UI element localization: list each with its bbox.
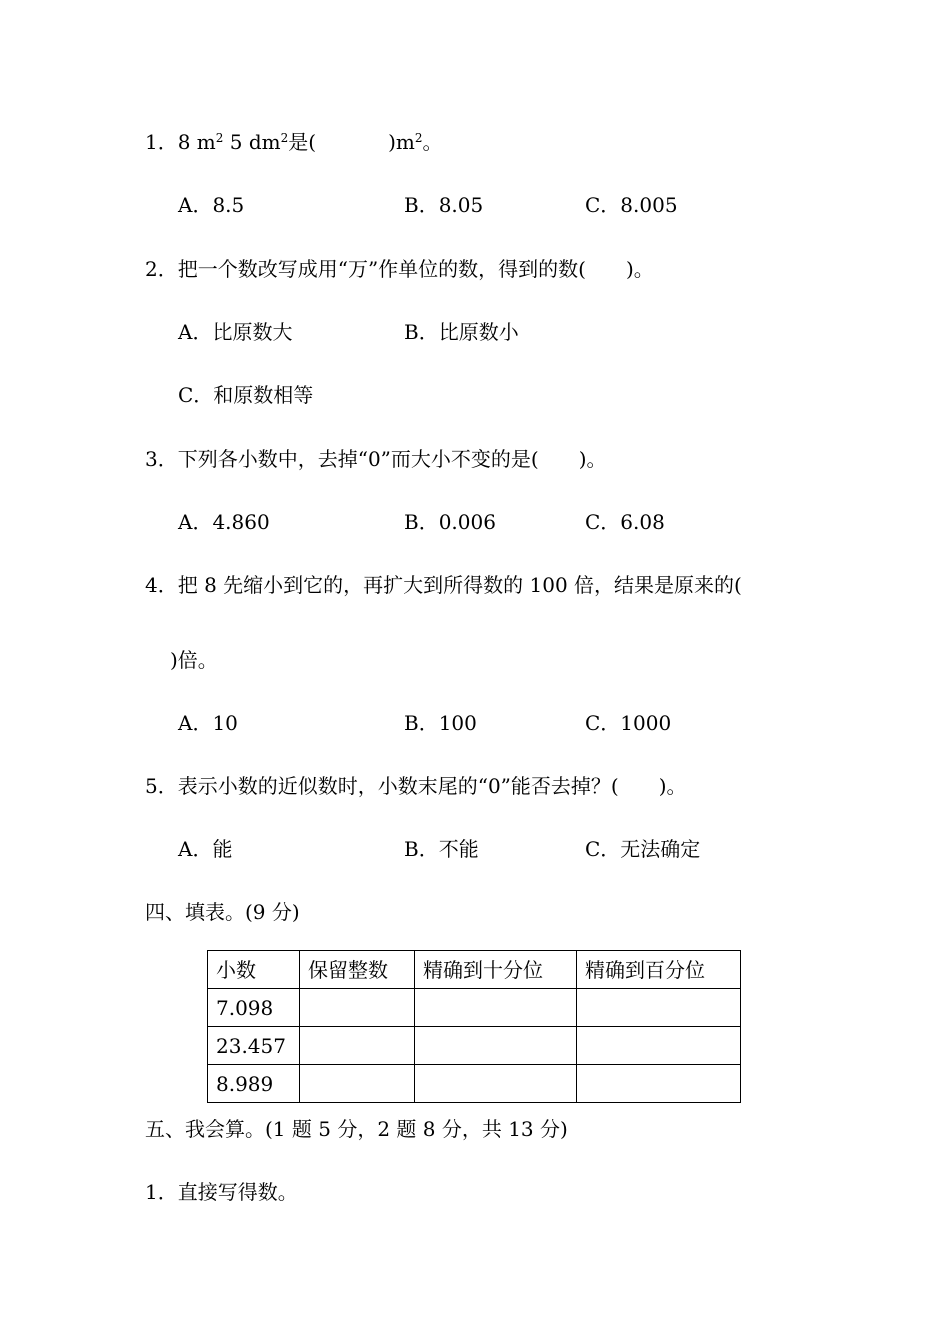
q1-sup-3: 2: [414, 131, 423, 145]
q1-text-b: 5 dm: [223, 130, 281, 154]
q5-option-c[interactable]: C．无法确定: [585, 837, 701, 861]
q2-option-c[interactable]: C．和原数相等: [178, 383, 314, 407]
q2-option-a[interactable]: A．比原数大: [178, 320, 293, 344]
q3-option-a[interactable]: A．4.860: [178, 510, 270, 534]
question-1-stem: [145, 130, 443, 154]
table-cell-answer[interactable]: [415, 989, 577, 1027]
q1-text-a: 1．8 m: [145, 130, 216, 154]
q1-sup-2: 2: [280, 131, 289, 145]
q1-text-e: 。: [422, 130, 443, 154]
section-5-sub-1: 1．直接写得数。: [145, 1180, 298, 1204]
q4-option-b[interactable]: B．100: [404, 711, 477, 735]
table-cell-answer[interactable]: [577, 1027, 741, 1065]
q1-option-c[interactable]: C．8.005: [585, 193, 678, 217]
table-cell-answer[interactable]: [415, 1065, 577, 1103]
table-cell-answer[interactable]: [577, 989, 741, 1027]
table-cell-answer[interactable]: [577, 1065, 741, 1103]
question-3-stem: 3．下列各小数中，去掉“0”而大小不变的是( )。: [145, 447, 607, 471]
table-cell-answer[interactable]: [300, 1065, 415, 1103]
table-row: [208, 989, 741, 1027]
table-row: [208, 1027, 741, 1065]
section-4-title: 四、填表。(9 分): [145, 900, 300, 924]
table-header-cell: 保留整数: [300, 951, 415, 989]
section-5-title: 五、我会算。(1 题 5 分，2 题 8 分，共 13 分): [145, 1117, 568, 1141]
q1-sup-1: 2: [215, 131, 224, 145]
fill-table: [207, 950, 741, 1103]
question-5-stem: 5．表示小数的近似数时，小数末尾的“0”能否去掉？( )。: [145, 774, 687, 798]
q2-option-b[interactable]: B．比原数小: [404, 320, 519, 344]
q5-option-a[interactable]: A．能: [178, 837, 233, 861]
question-2-stem: 2．把一个数改写成用“万”作单位的数，得到的数( )。: [145, 257, 654, 281]
q1-text-d: )m: [388, 130, 415, 154]
q1-text-c: 是(: [288, 130, 317, 154]
table-cell-answer[interactable]: [300, 1027, 415, 1065]
table-cell-answer[interactable]: [415, 1027, 577, 1065]
table-header-cell: 精确到十分位: [415, 951, 577, 989]
q3-option-b[interactable]: B．0.006: [404, 510, 496, 534]
table-cell-answer[interactable]: [300, 989, 415, 1027]
q4-option-c[interactable]: C．1000: [585, 711, 672, 735]
question-4-stem-line-2: )倍。: [170, 648, 218, 672]
table-cell-decimal: 8.989: [208, 1065, 300, 1103]
question-4-stem-line-1: 4．把 8 先缩小到它的，再扩大到所得数的 100 倍，结果是原来的(: [145, 573, 742, 597]
table-row: [208, 1065, 741, 1103]
table-cell-decimal: 7.098: [208, 989, 300, 1027]
q5-option-b[interactable]: B．不能: [404, 837, 479, 861]
q1-option-a[interactable]: A．8.5: [178, 193, 245, 217]
q4-option-a[interactable]: A．10: [178, 711, 238, 735]
q3-option-c[interactable]: C．6.08: [585, 510, 665, 534]
table-cell-decimal: 23.457: [208, 1027, 300, 1065]
q1-option-b[interactable]: B．8.05: [404, 193, 484, 217]
table-header-cell: 精确到百分位: [577, 951, 741, 989]
table-header-cell: 小数: [208, 951, 300, 989]
table-header-row: [208, 951, 741, 989]
